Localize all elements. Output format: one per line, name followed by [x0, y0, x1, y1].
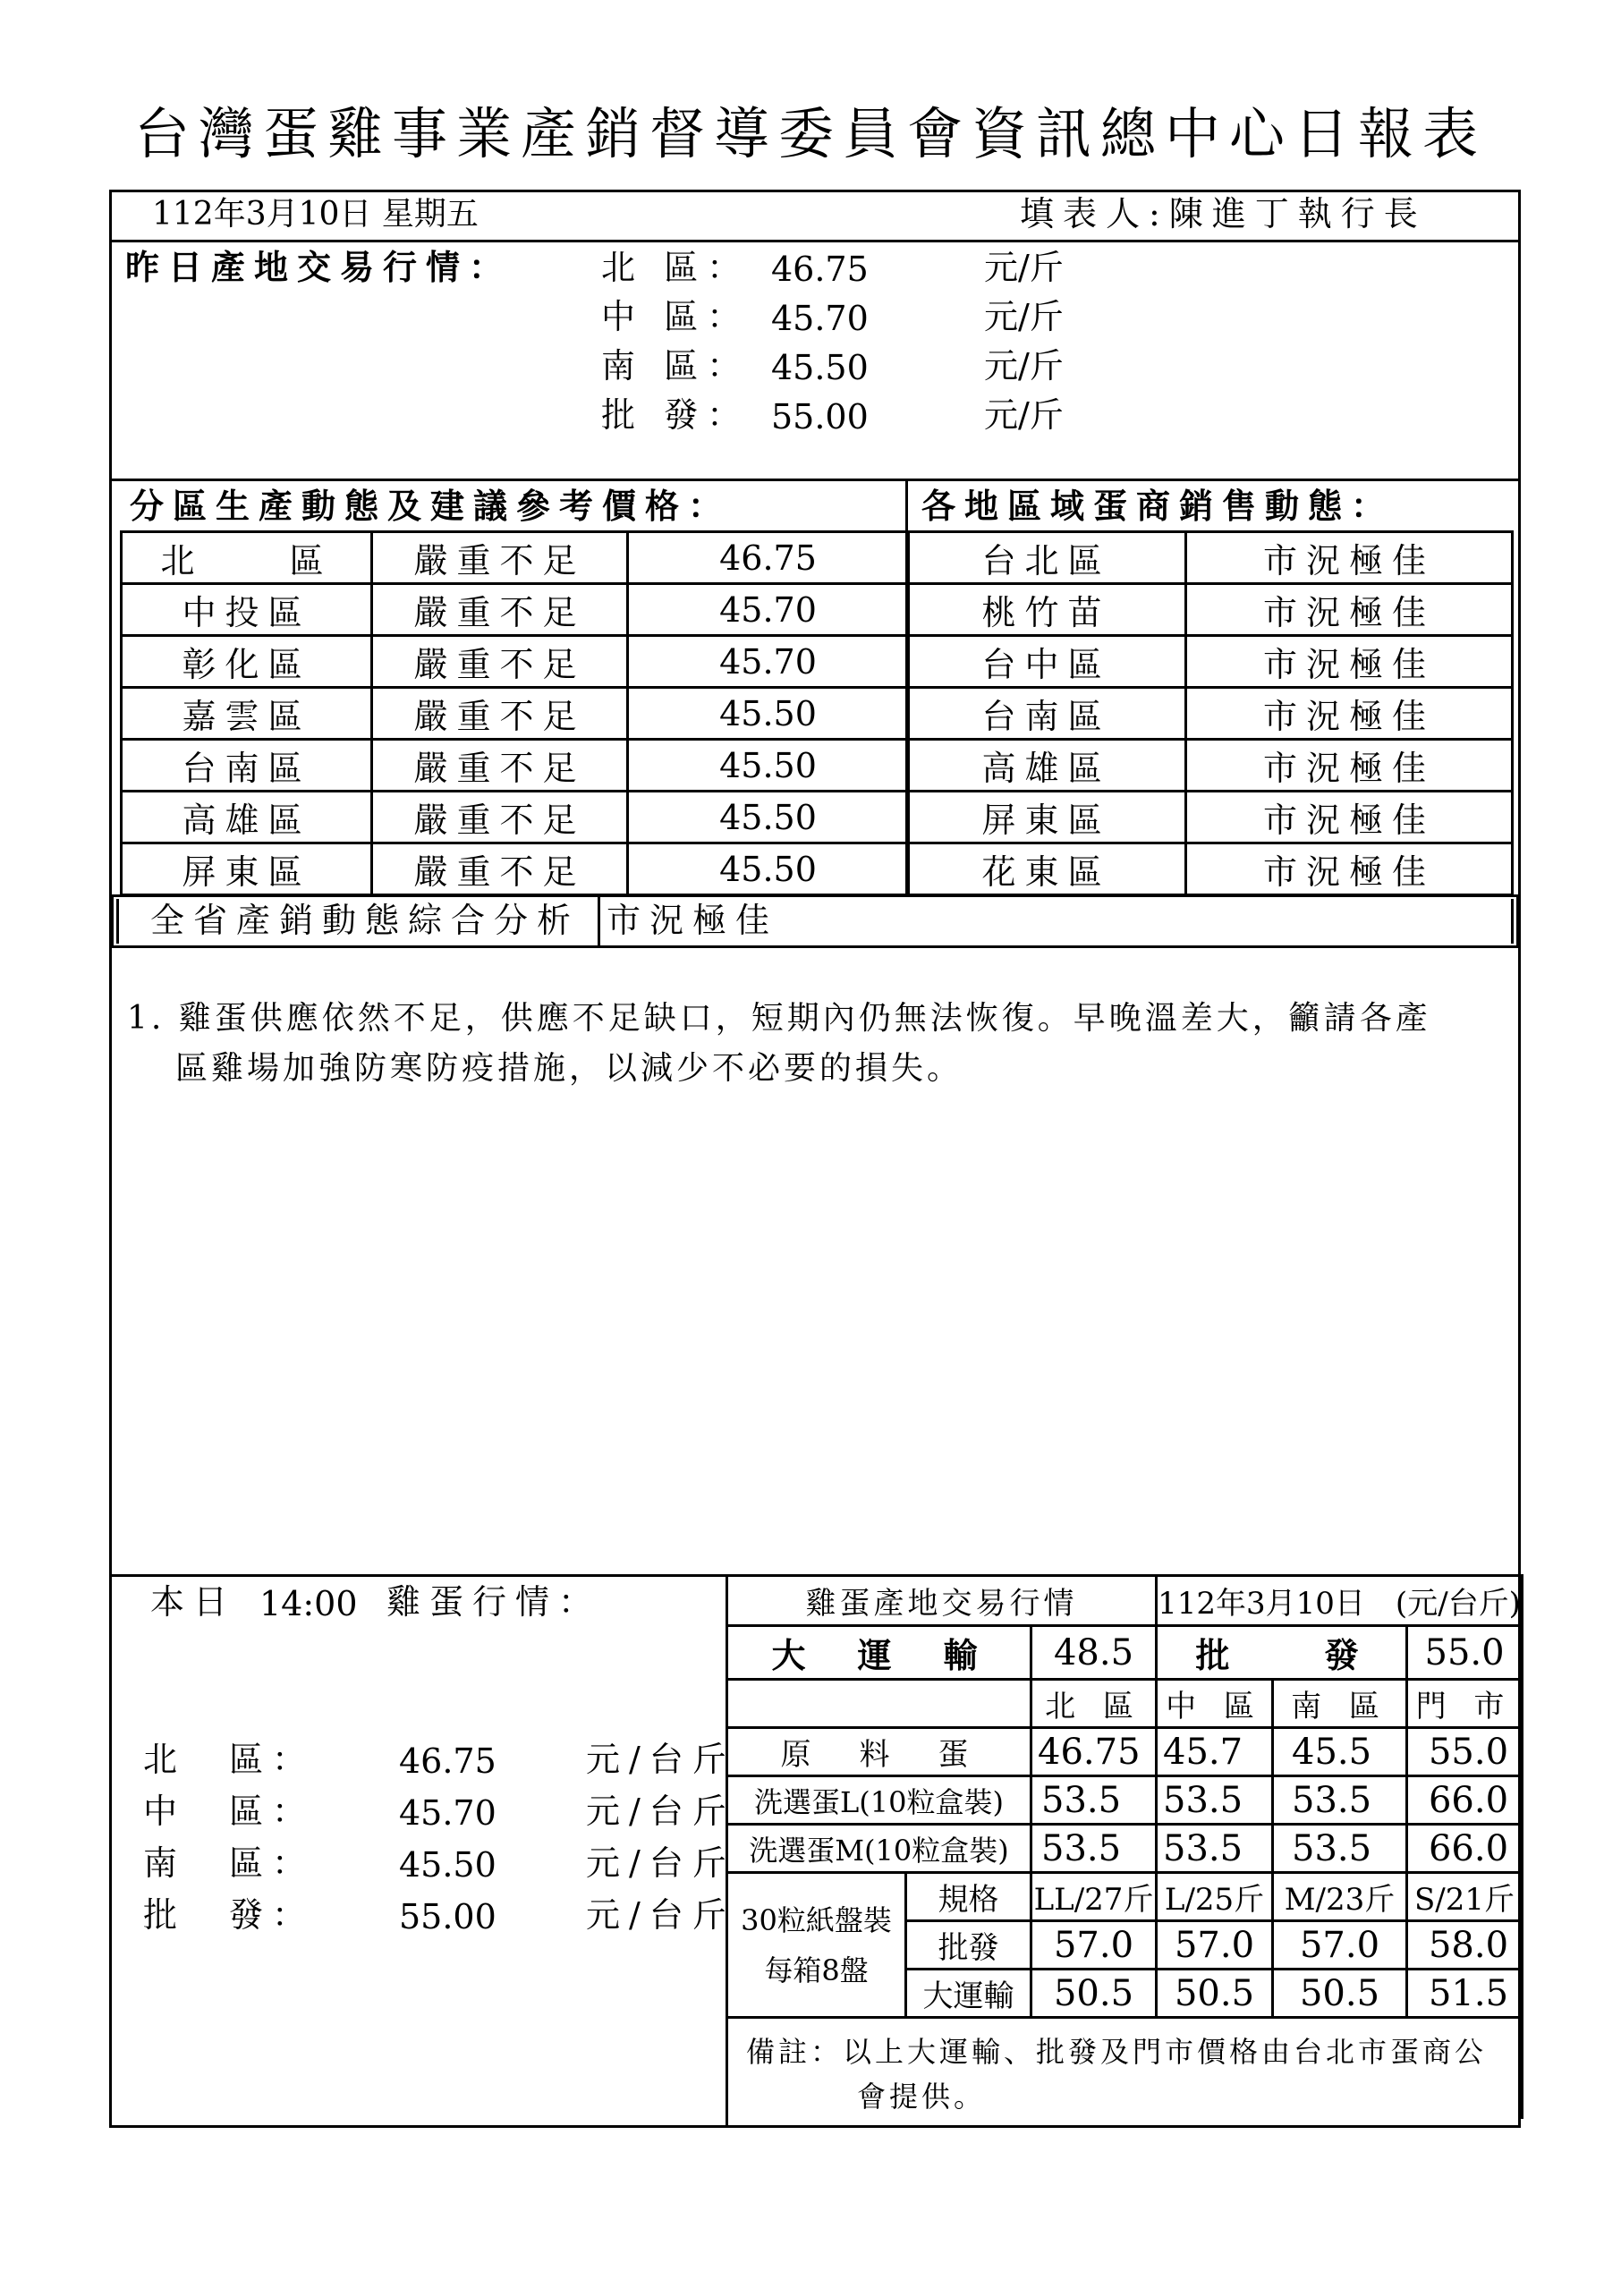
tray-row-label: 批發	[906, 1921, 1031, 1970]
region-cell: 高雄區	[907, 740, 1186, 792]
remark-line: 備註：以上大運輸、批發及門市價格由台北市蛋商公	[746, 2035, 1488, 2069]
yesterday-unit: 元/斤	[984, 248, 1064, 287]
market-table	[726, 1574, 1523, 2119]
table-row	[727, 1576, 1523, 1626]
price-cell: 45.50	[628, 843, 909, 895]
transport-value: 48.5	[1031, 1626, 1157, 1680]
table-row	[122, 792, 909, 843]
yesterday-price: 46.75	[771, 250, 869, 289]
today-region: 批 發：	[143, 1895, 316, 1935]
table-row	[122, 636, 909, 688]
spec-cell: S/21斤	[1407, 1873, 1523, 1921]
production-heading: 分區生產動態及建議參考價格：	[130, 486, 732, 526]
table-row	[727, 1776, 1523, 1825]
value-cell: 50.5	[1031, 1970, 1157, 2018]
table-row	[907, 532, 1513, 584]
value-cell: 51.5	[1407, 1970, 1523, 2018]
value-cell: 50.5	[1273, 1970, 1407, 2018]
table-row	[727, 1873, 1523, 1921]
spec-cell: L/25斤	[1157, 1873, 1273, 1921]
table-row	[727, 2018, 1523, 2120]
yesterday-unit: 元/斤	[984, 346, 1064, 385]
value-cell: 46.75	[1031, 1728, 1157, 1776]
region-cell: 嘉雲區	[122, 688, 372, 740]
spec-cell: M/23斤	[1273, 1873, 1407, 1921]
report-date: 112年3月10日 星期五	[152, 196, 479, 233]
status-cell: 嚴重不足	[372, 843, 628, 895]
today-unit: 元/台斤	[586, 1895, 735, 1935]
value-cell: 57.0	[1157, 1921, 1273, 1970]
divider	[109, 240, 1521, 242]
price-cell: 45.50	[628, 792, 909, 843]
table-row	[122, 740, 909, 792]
yesterday-region: 南 區：	[601, 346, 751, 385]
today-price: 46.75	[399, 1741, 496, 1781]
production-table	[120, 530, 910, 896]
table-row	[122, 688, 909, 740]
region-cell: 中投區	[122, 584, 372, 636]
divider	[598, 894, 600, 948]
value-cell: 50.5	[1157, 1970, 1273, 2018]
value-cell: 53.5	[1031, 1776, 1157, 1825]
remark-cell	[727, 2018, 1523, 2120]
today-unit: 元/台斤	[586, 1740, 735, 1779]
yesterday-region: 北 區：	[601, 248, 751, 287]
table-row	[727, 1728, 1523, 1776]
status-cell: 嚴重不足	[372, 584, 628, 636]
table-row	[907, 740, 1513, 792]
summary-label: 全省產銷動態綜合分析	[150, 901, 581, 940]
table-row	[907, 688, 1513, 740]
region-cell: 台南區	[907, 688, 1186, 740]
status-cell: 市況極佳	[1186, 843, 1513, 895]
yesterday-unit: 元/斤	[984, 395, 1064, 435]
value-cell: 53.5	[1157, 1776, 1273, 1825]
today-price: 55.00	[399, 1897, 496, 1936]
sales-heading: 各地區域蛋商銷售動態：	[921, 486, 1395, 526]
region-cell: 台北區	[907, 532, 1186, 584]
yesterday-price: 45.50	[771, 348, 869, 387]
value-cell: 53.5	[1031, 1825, 1157, 1873]
today-region: 南 區：	[143, 1843, 316, 1883]
remark-line: 會提供。	[857, 2080, 987, 2114]
status-cell: 嚴重不足	[372, 688, 628, 740]
note-line-2: 區雞場加強防寒防疫措施，以減少不必要的損失。	[175, 1050, 963, 1087]
wholesale-value: 55.0	[1407, 1626, 1523, 1680]
row-label: 洗選蛋M(10粒盒裝)	[727, 1825, 1031, 1873]
table-row	[122, 584, 909, 636]
region-cell: 北 區	[122, 532, 372, 584]
price-cell: 45.70	[628, 636, 909, 688]
yesterday-region: 批 發：	[601, 395, 751, 435]
today-price: 45.70	[399, 1793, 496, 1833]
table-row	[907, 843, 1513, 895]
table-row	[907, 792, 1513, 843]
status-cell: 嚴重不足	[372, 792, 628, 843]
table-row	[727, 1626, 1523, 1680]
table-row	[122, 843, 909, 895]
sales-table	[905, 530, 1514, 896]
status-cell: 市況極佳	[1186, 740, 1513, 792]
today-label: 雞蛋行情：	[386, 1582, 602, 1622]
today-region: 中 區：	[143, 1792, 316, 1831]
price-cell: 45.50	[628, 740, 909, 792]
transport-label: 大 運 輸	[727, 1626, 1031, 1680]
header-blank-cell	[727, 1680, 1031, 1728]
region-cell: 台中區	[907, 636, 1186, 688]
status-cell: 市況極佳	[1186, 636, 1513, 688]
yesterday-label: 昨日產地交易行情：	[125, 247, 513, 287]
tray-label-line: 每箱8盤	[764, 1953, 869, 1987]
today-time: 14:00	[259, 1584, 358, 1623]
region-cell: 屏東區	[122, 843, 372, 895]
column-header: 中 區	[1157, 1680, 1273, 1728]
yesterday-region: 中 區：	[601, 297, 751, 336]
column-header: 南 區	[1273, 1680, 1407, 1728]
page-title: 台灣蛋雞事業產銷督導委員會資訊總中心日報表	[133, 101, 1487, 166]
today-unit: 元/台斤	[586, 1843, 735, 1883]
status-cell: 市況極佳	[1186, 532, 1513, 584]
price-cell: 45.50	[628, 688, 909, 740]
tray-row-label: 規格	[906, 1873, 1031, 1921]
value-cell: 45.7	[1157, 1728, 1273, 1776]
region-cell: 屏東區	[907, 792, 1186, 843]
wholesale-label: 批 發	[1157, 1626, 1407, 1680]
value-cell: 45.5	[1273, 1728, 1407, 1776]
status-cell: 嚴重不足	[372, 532, 628, 584]
value-cell: 66.0	[1407, 1825, 1523, 1873]
today-price: 45.50	[399, 1845, 496, 1885]
status-cell: 市況極佳	[1186, 792, 1513, 843]
table-row	[907, 584, 1513, 636]
value-cell: 57.0	[1031, 1921, 1157, 1970]
market-date: 112年3月10日 (元/台斤)	[1157, 1576, 1523, 1626]
price-cell: 45.70	[628, 584, 909, 636]
value-cell: 55.0	[1407, 1728, 1523, 1776]
price-cell: 46.75	[628, 532, 909, 584]
value-cell: 57.0	[1273, 1921, 1407, 1970]
tray-label-line: 30粒紙盤裝	[741, 1902, 892, 1937]
region-cell: 高雄區	[122, 792, 372, 843]
today-region: 北 區：	[143, 1740, 316, 1779]
yesterday-price: 45.70	[771, 299, 869, 338]
market-title: 雞蛋產地交易行情	[727, 1576, 1157, 1626]
value-cell: 58.0	[1407, 1921, 1523, 1970]
table-row	[907, 636, 1513, 688]
yesterday-unit: 元/斤	[984, 297, 1064, 336]
report-filler: 填表人:陳進丁執行長	[1020, 194, 1427, 233]
table-row	[122, 532, 909, 584]
region-cell: 彰化區	[122, 636, 372, 688]
table-row	[727, 1680, 1523, 1728]
status-cell: 嚴重不足	[372, 636, 628, 688]
region-cell: 台南區	[122, 740, 372, 792]
divider	[109, 479, 1521, 481]
value-cell: 66.0	[1407, 1776, 1523, 1825]
row-label: 洗選蛋L(10粒盒裝)	[727, 1776, 1031, 1825]
yesterday-price: 55.00	[771, 397, 869, 436]
column-header: 北 區	[1031, 1680, 1157, 1728]
tray-label	[727, 1873, 906, 2018]
table-row	[727, 1825, 1523, 1873]
tray-row-label: 大運輸	[906, 1970, 1031, 2018]
status-cell: 市況極佳	[1186, 584, 1513, 636]
status-cell: 嚴重不足	[372, 740, 628, 792]
row-label: 原 料 蛋	[727, 1728, 1031, 1776]
today-day: 本日	[150, 1582, 237, 1622]
value-cell: 53.5	[1157, 1825, 1273, 1873]
region-cell: 桃竹苗	[907, 584, 1186, 636]
column-header: 門 市	[1407, 1680, 1523, 1728]
value-cell: 53.5	[1273, 1825, 1407, 1873]
region-cell: 花東區	[907, 843, 1186, 895]
status-cell: 市況極佳	[1186, 688, 1513, 740]
note-line-1: 1. 雞蛋供應依然不足，供應不足缺口，短期內仍無法恢復。早晚溫差大，籲請各產	[127, 1000, 1431, 1037]
summary-value: 市況極佳	[607, 901, 779, 940]
value-cell: 53.5	[1273, 1776, 1407, 1825]
spec-cell: LL/27斤	[1031, 1873, 1157, 1921]
today-unit: 元/台斤	[586, 1792, 735, 1831]
